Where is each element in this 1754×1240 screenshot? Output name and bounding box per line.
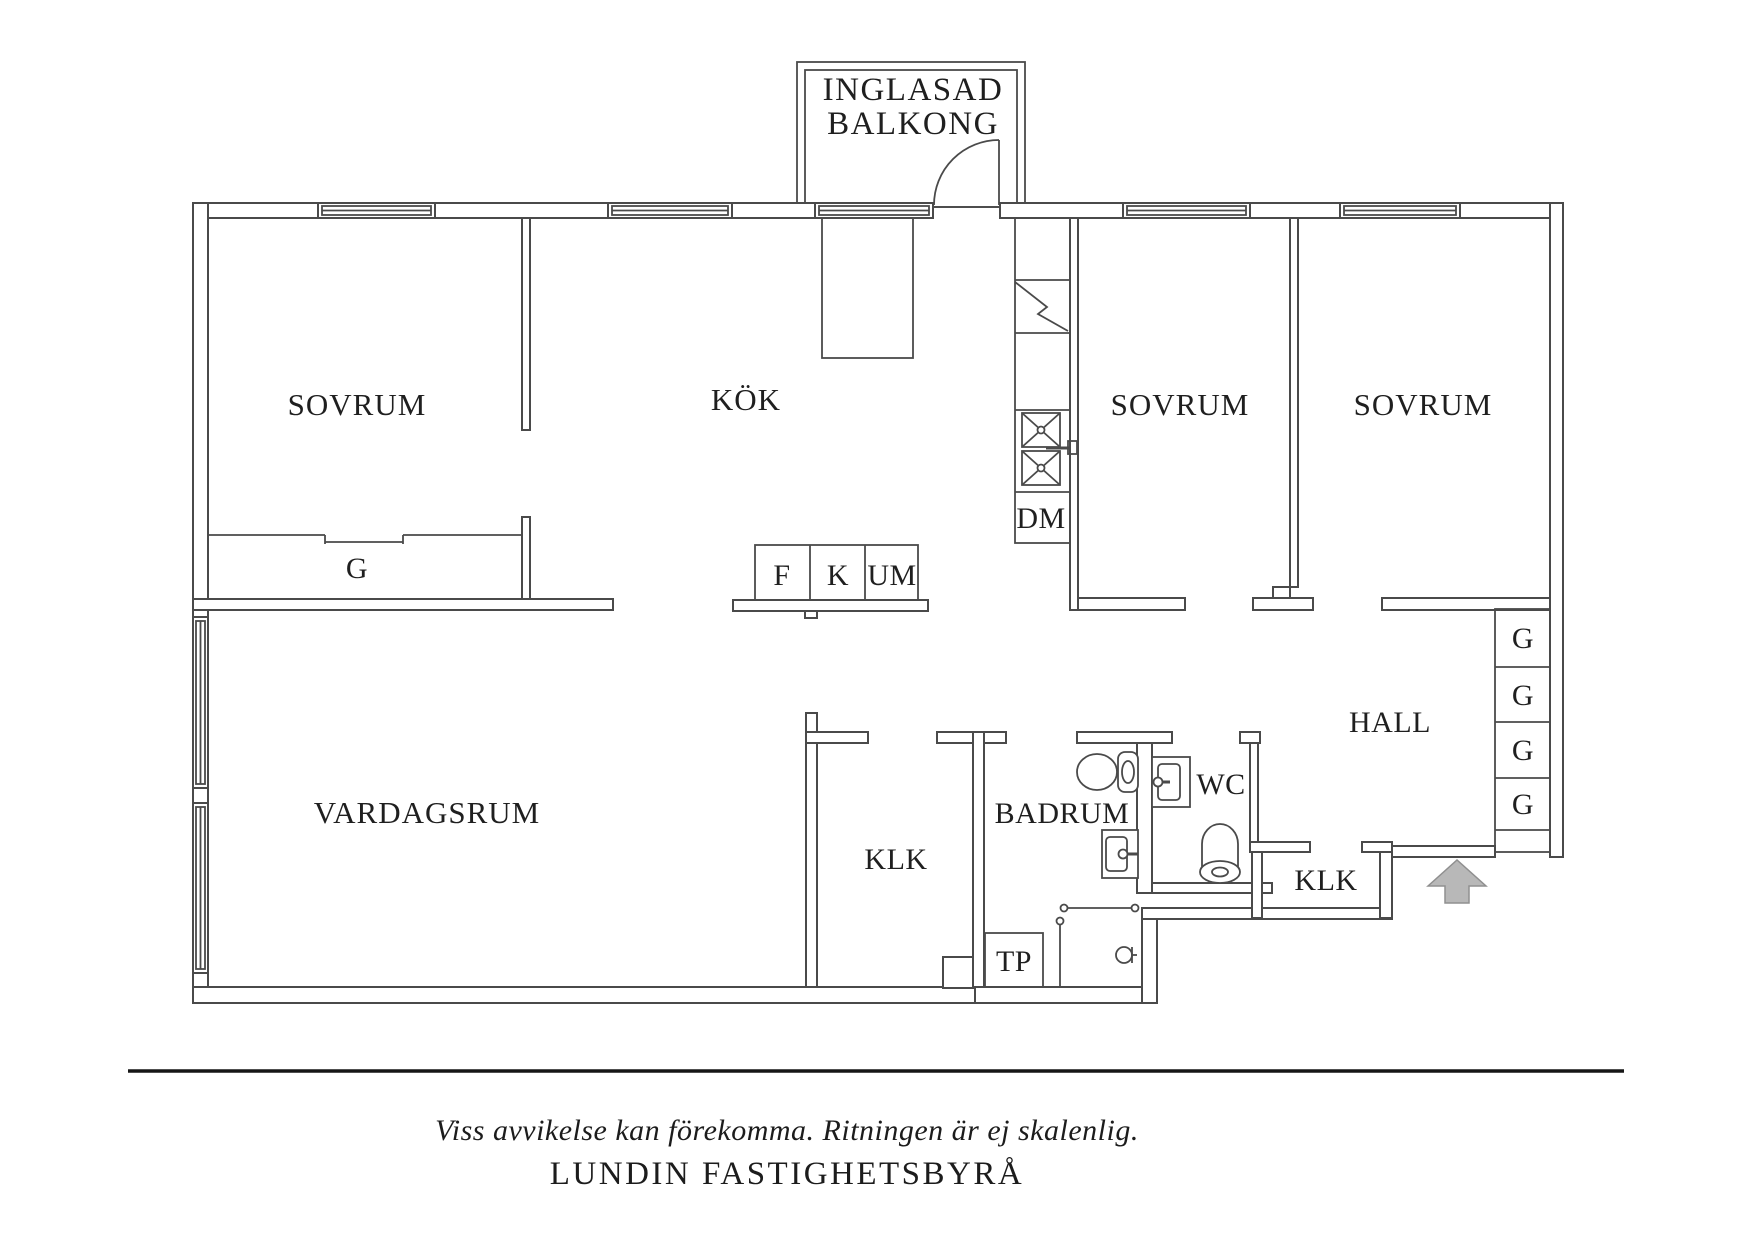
kitchen-window [608,203,732,218]
footer-brand: LUNDIN FASTIGHETSBYRÅ [549,1156,1025,1192]
bedroom-wardrobe-strip [208,535,522,544]
bathroom-label: BADRUM [994,797,1130,830]
kitchen-counter [1015,218,1077,543]
fridge-label: F [773,559,791,592]
kitchen-fittings [755,218,1077,600]
bedroom-right-window [1340,203,1460,218]
wc-label: WC [1196,768,1246,801]
living-room-label: VARDAGSRUM [313,795,541,830]
stove-icon [1015,282,1068,331]
hall-label: HALL [1349,706,1431,739]
entry-arrow-icon [1428,860,1486,903]
freezer-label: K [826,559,850,592]
footer-disclaimer: Viss avvikelse kan förekomma. Ritningen är ej skalenlig. [435,1114,1139,1147]
wc-basin-icon [1152,757,1190,807]
kitchen-label: KÖK [710,382,782,417]
toilet-icon [1077,752,1138,792]
hall-wardrobe-4-label: G [1511,788,1535,821]
footer [128,1071,1624,1192]
living-room-window-1 [193,617,208,788]
balcony-window [815,203,933,218]
hall-wardrobe-2-label: G [1511,679,1535,712]
hall-wardrobe-3-label: G [1511,734,1535,767]
shower-icon [1057,905,1139,988]
closet-inner-label: KLK [864,843,928,876]
bedroom-right-label: SOVRUM [1353,387,1493,422]
balcony-label-line2: BALKONG [827,106,999,142]
room-labels [288,72,1493,897]
laundry-label: TP [995,945,1033,978]
bedroom-wardrobe-label: G [345,552,369,585]
closet-entry-label: KLK [1294,864,1358,897]
kitchen-table [822,218,913,358]
balcony-label-line1: INGLASAD [822,72,1004,108]
dishwasher-label: DM [1016,502,1066,535]
bedroom-left-label: SOVRUM [287,387,427,422]
bedroom-middle-window [1123,203,1250,218]
sink-icon [1022,413,1077,485]
living-room-window-2 [193,803,208,973]
bedroom-middle-label: SOVRUM [1110,387,1250,422]
bedroom-left-window [318,203,435,218]
hall-wardrobe-1-label: G [1511,622,1535,655]
balcony-door [934,140,999,205]
micro-oven-label: UM [867,559,917,592]
basin-icon [1102,830,1138,878]
wc-toilet-icon [1200,824,1240,883]
